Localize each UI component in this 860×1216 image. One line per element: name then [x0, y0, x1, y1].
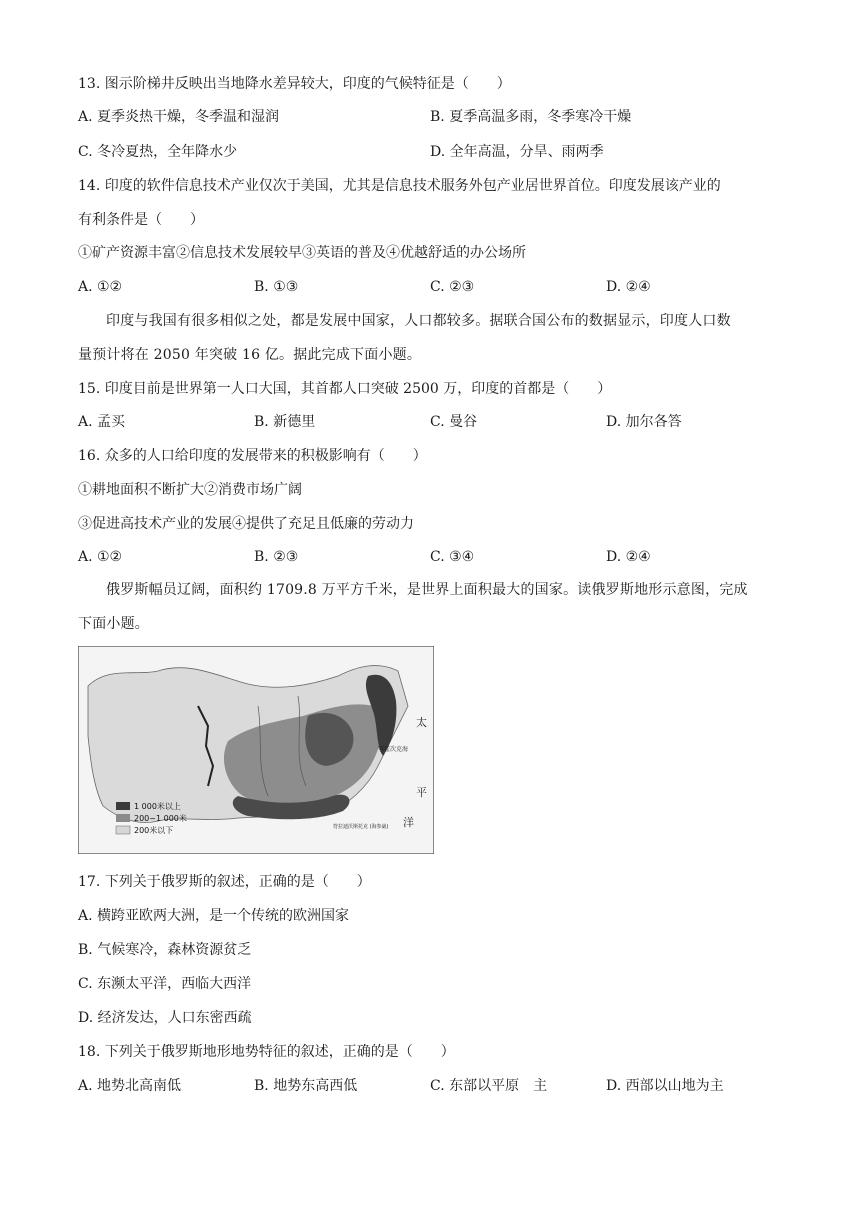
- q16-stem: 16. 众多的人口给印度的发展带来的积极影响有（ ）: [78, 448, 427, 464]
- map-label-yang: 洋: [403, 816, 414, 829]
- q16-statements-line2: ③促进高技术产业的发展④提供了充足且低廉的劳动力: [78, 516, 414, 532]
- legend-label-low: 200米以下: [134, 826, 174, 835]
- q18-option-b: B. 地势东高西低: [254, 1078, 358, 1094]
- q14-option-d: D. ②④: [606, 279, 651, 295]
- q17-option-b: B. 气候寒冷，森林资源贫乏: [78, 942, 252, 958]
- q13-option-a: A. 夏季炎热干燥，冬季温和湿润: [78, 109, 280, 125]
- q16-option-a: A. ①②: [78, 549, 123, 565]
- q16-option-c: C. ③④: [430, 549, 475, 565]
- q16-option-d: D. ②④: [606, 549, 651, 565]
- q15-option-d: D. 加尔各答: [606, 414, 682, 430]
- legend-swatch-mid: [116, 814, 130, 822]
- q14-stem-line2: 有利条件是（ ）: [78, 212, 204, 228]
- q14-stem-line1: 14. 印度的软件信息技术产业仅次于美国，尤其是信息技术服务外包产业居世界首位。印度发展该产业的: [78, 178, 721, 194]
- q13-option-b: B. 夏季高温多雨，冬季寒冷干燥: [430, 109, 632, 125]
- q14-option-c: C. ②③: [430, 279, 475, 295]
- map-label-ping: 平: [416, 786, 427, 799]
- map-label-port: 符拉迪沃斯托克 (海参崴): [333, 824, 389, 830]
- q15-option-c: C. 曼谷: [430, 414, 478, 430]
- q17-option-c: C. 东濒太平洋，西临大西洋: [78, 976, 252, 992]
- legend-swatch-low: [116, 826, 130, 834]
- map-label-sea: 鄂霍次克海: [378, 746, 409, 753]
- russia-intro-line2: 下面小题。: [78, 616, 149, 632]
- q17-option-d: D. 经济发达，人口东密西疏: [78, 1010, 252, 1026]
- legend-label-mid: 200~1 000米: [134, 814, 187, 823]
- india-intro-line2: 量预计将在 2050 年突破 16 亿。据此完成下面小题。: [78, 347, 422, 363]
- q15-stem: 15. 印度目前是世界第一人口大国，其首都人口突破 2500 万，印度的首都是（ ）: [78, 381, 612, 397]
- q17-option-a: A. 横跨亚欧两大洲，是一个传统的欧洲国家: [78, 908, 350, 924]
- q14-option-b: B. ①③: [254, 279, 299, 295]
- q15-option-b: B. 新德里: [254, 414, 316, 430]
- q14-option-a: A. ①②: [78, 279, 123, 295]
- q16-option-b: B. ②③: [254, 549, 299, 565]
- map-label-tai: 太: [416, 716, 427, 729]
- q14-statements: ①矿产资源丰富②信息技术发展较早③英语的普及④优越舒适的办公场所: [78, 245, 526, 261]
- q16-statements-line1: ①耕地面积不断扩大②消费市场广阔: [78, 482, 302, 498]
- russia-terrain-map: [78, 646, 434, 854]
- q18-option-a: A. 地势北高南低: [78, 1078, 182, 1094]
- india-intro-line1: 印度与我国有很多相似之处，都是发展中国家，人口都较多。据联合国公布的数据显示，印度人口数: [106, 313, 731, 329]
- q18-stem: 18. 下列关于俄罗斯地形地势特征的叙述，正确的是（ ）: [78, 1044, 455, 1060]
- q15-option-a: A. 孟买: [78, 414, 126, 430]
- q18-option-c: C. 东部以平原 主: [430, 1078, 548, 1094]
- legend-label-high: 1 000米以上: [134, 802, 181, 811]
- q18-option-d: D. 西部以山地为主: [606, 1078, 724, 1094]
- q13-stem: 13. 图示阶梯井反映出当地降水差异较大，印度的气候特征是（ ）: [78, 76, 511, 92]
- q13-option-d: D. 全年高温，分旱、雨两季: [430, 144, 604, 160]
- russia-intro-line1: 俄罗斯幅员辽阔，面积约 1709.8 万平方千米，是世界上面积最大的国家。读俄罗斯地形示意图，完成: [106, 582, 748, 598]
- q13-option-c: C. 冬冷夏热，全年降水少: [78, 144, 238, 160]
- q17-stem: 17. 下列关于俄罗斯的叙述，正确的是（ ）: [78, 874, 371, 890]
- legend-swatch-high: [116, 802, 130, 810]
